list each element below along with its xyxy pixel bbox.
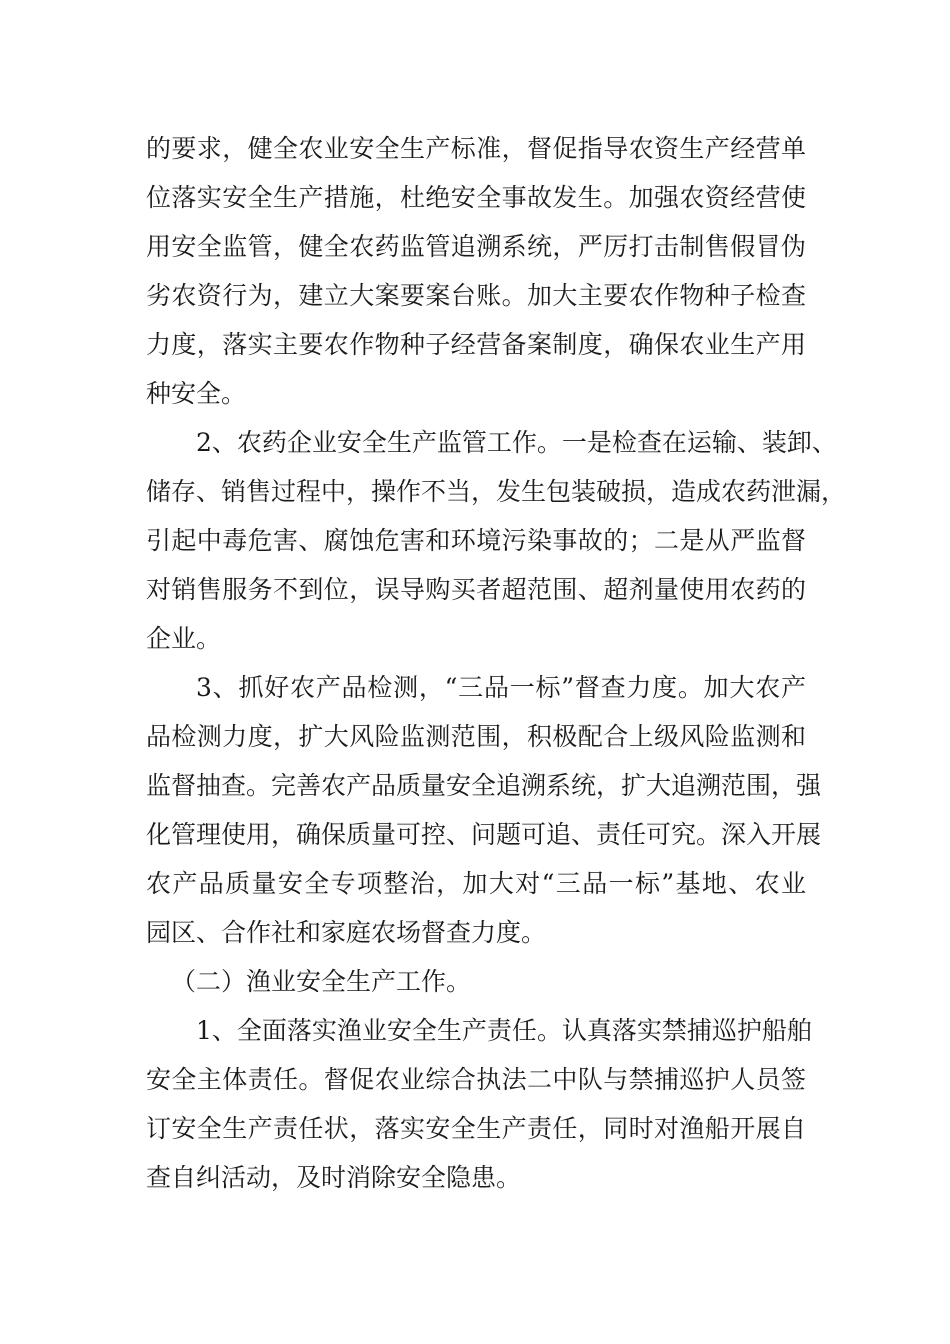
text-line: 1、全面落实渔业安全生产责任。认真落实禁捕巡护船舶	[196, 1016, 812, 1045]
text-line: 农产品质量安全专项整治，加大对“三品一标”基地、农业	[146, 869, 806, 898]
text-line: 力度，落实主要农作物种子经营备案制度，确保农业生产用	[146, 330, 806, 359]
text-line: 用安全监管，健全农药监管追溯系统，严厉打击制售假冒伪	[146, 232, 806, 261]
text-line: 园区、合作社和家庭农场督查力度。	[146, 918, 547, 947]
text-line: 的要求，健全农业安全生产标准，督促指导农资生产经营单	[146, 134, 806, 163]
paragraph-pesticide-supervision	[146, 418, 847, 663]
text-line: 化管理使用，确保质量可控、问题可追、责任可究。深入开展	[146, 820, 822, 849]
text-line: 种安全。	[146, 379, 247, 408]
text-line: 3、抓好农产品检测，“三品一标”督查力度。加大农产	[196, 673, 806, 702]
section-heading-fishery	[146, 957, 806, 1006]
document-body	[146, 124, 847, 1202]
text-line: 位落实安全生产措施，杜绝安全事故发生。加强农资经营使	[146, 183, 806, 212]
text-line: 2、农药企业安全生产监管工作。一是检查在运输、装卸、	[196, 428, 837, 457]
text-line: 劣农资行为，建立大案要案台账。加大主要农作物种子检查	[146, 281, 806, 310]
text-line: 监督抽查。完善农产品质量安全追溯系统，扩大追溯范围，强	[146, 771, 822, 800]
text-line: 品检测力度，扩大风险监测范围，积极配合上级风险监测和	[146, 722, 806, 751]
text-line: 对销售服务不到位，误导购买者超范围、超剂量使用农药的	[146, 575, 806, 604]
paragraph-fishery-responsibility	[146, 1006, 812, 1202]
text-line: 企业。	[146, 624, 222, 653]
text-line: 引起中毒危害、腐蚀危害和环境污染事故的；二是从严监督	[146, 526, 806, 555]
heading-text: （二）渔业安全生产工作。	[171, 967, 472, 996]
text-line: 储存、销售过程中，操作不当，发生包装破损，造成农药泄漏，	[146, 477, 847, 506]
paragraph-product-testing	[146, 663, 822, 957]
text-line: 安全主体责任。督促农业综合执法二中队与禁捕巡护人员签	[146, 1065, 806, 1094]
text-line: 查自纠活动，及时消除安全隐患。	[146, 1163, 522, 1192]
paragraph-continued	[146, 124, 806, 418]
text-line: 订安全生产责任状，落实安全生产责任，同时对渔船开展自	[146, 1114, 806, 1143]
